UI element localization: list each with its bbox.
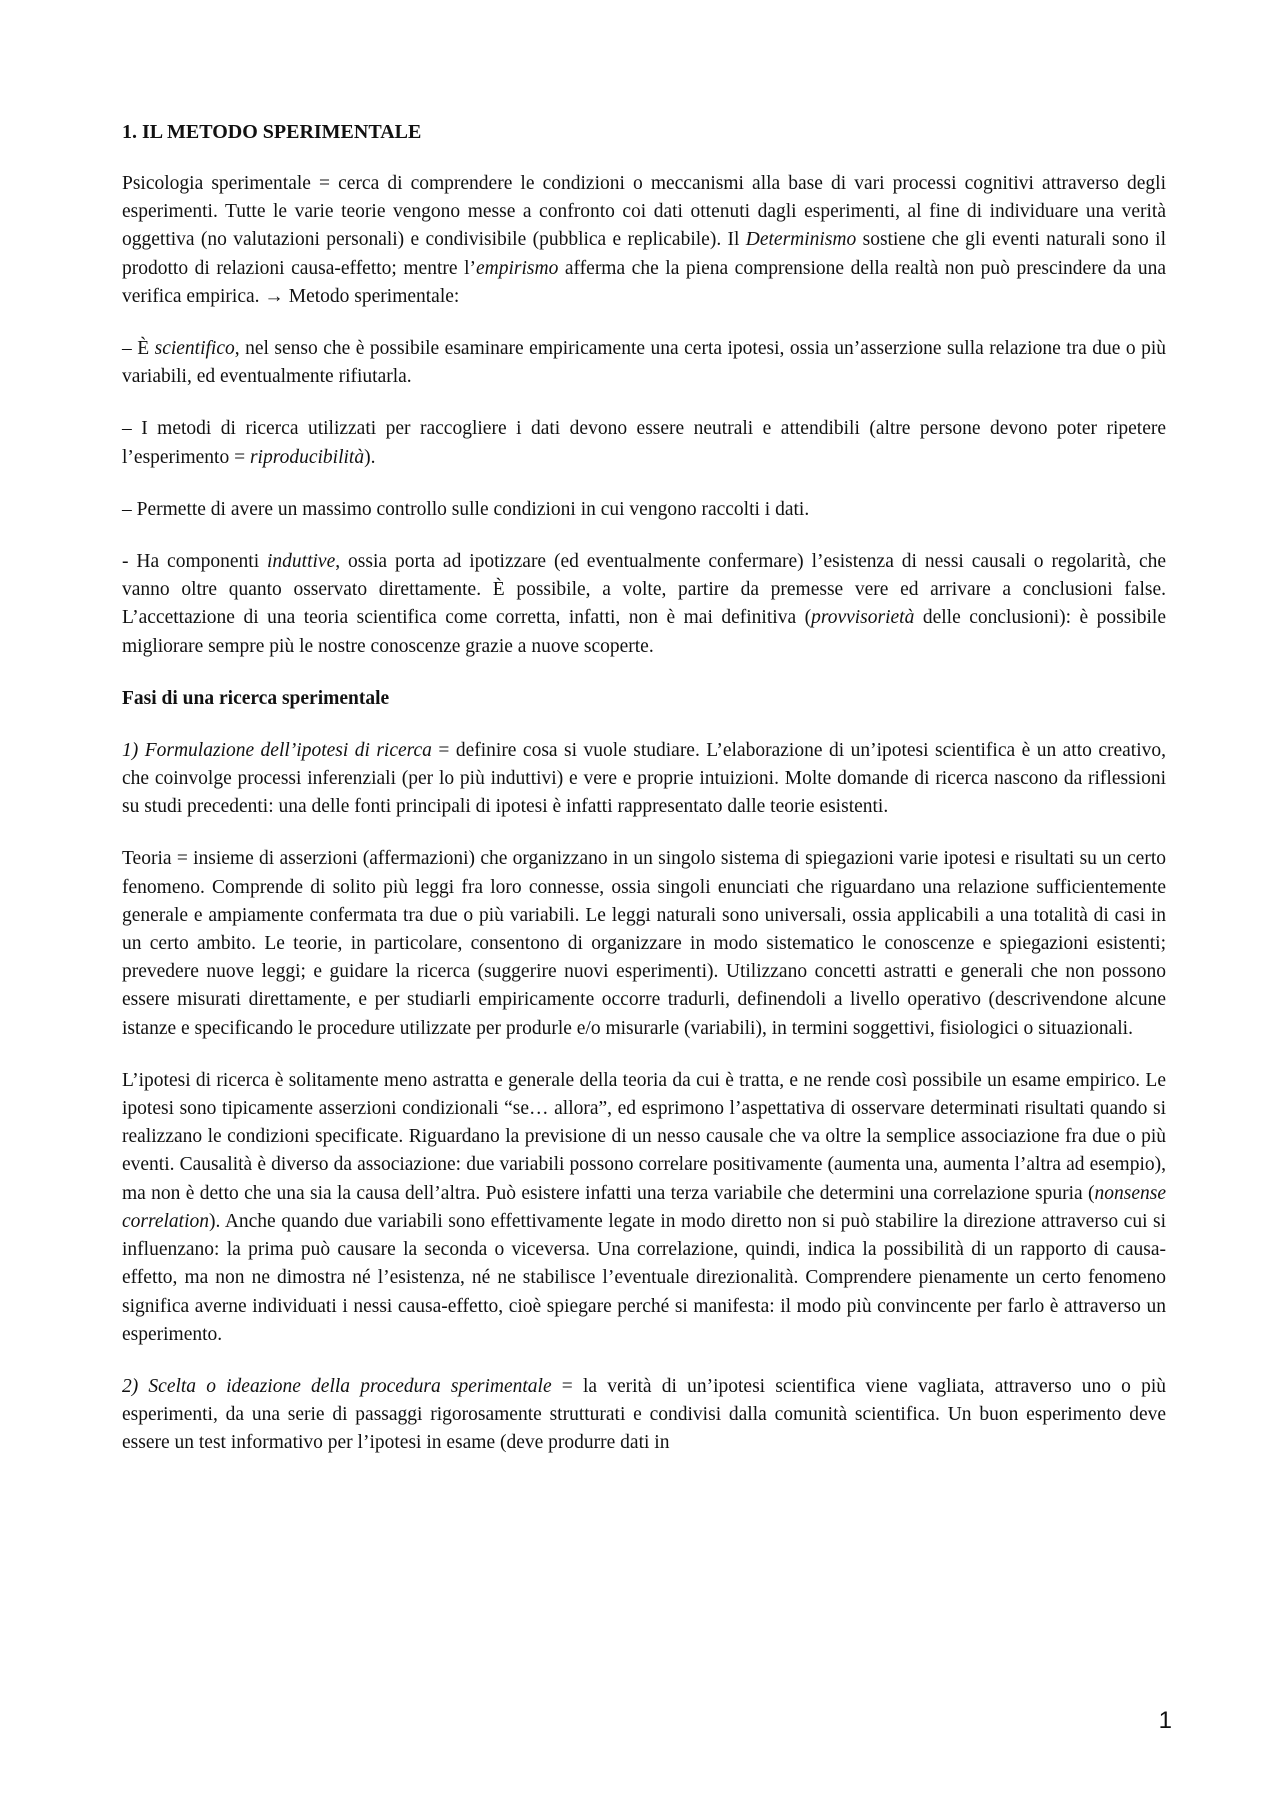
term-nonsense-correlation: nonsense correlation xyxy=(122,1182,1166,1232)
subsection-heading: Fasi di una ricerca sperimentale xyxy=(122,687,390,709)
text-run: sostiene che gli eventi naturali sono il prodotto di relazioni causa-effetto; mentre l’ xyxy=(122,229,1166,279)
paragraph-fase-1 xyxy=(122,737,1166,822)
paragraph-intro xyxy=(122,170,1166,311)
term-riproducibilita: riproducibilità xyxy=(249,446,365,468)
text-run: = la verità di un’ipotesi scientifica viene vagliata, attraverso uno o più esperimenti, da una serie di passaggi rigorosamente strutturati e condivisi dalla comunità scientifica. Un buon esperimento deve essere un test informativo per l’ipotesi in esame (deve produrre dati in xyxy=(122,1375,1167,1454)
paragraph-controllo: – Permette di avere un massimo controllo sulle condizioni in cui vengono raccolti i dati. xyxy=(122,498,810,520)
text-run: ). xyxy=(364,446,376,468)
text-run: – I metodi di ricerca utilizzati per raccogliere i dati devono essere neutrali e attendibili (altre persone devono poter ripetere l’esperimento = xyxy=(122,418,1166,468)
page-number: 1 xyxy=(1158,1707,1172,1734)
term-determinismo: Determinismo xyxy=(745,229,857,251)
text-run: - Ha componenti xyxy=(122,551,268,573)
term-induttive: induttive xyxy=(267,551,336,573)
paragraph-metodi xyxy=(122,415,1166,471)
paragraph-fase-2 xyxy=(122,1373,1166,1458)
paragraph-ipotesi xyxy=(122,1067,1166,1349)
phase-title: 2) Scelta o ideazione della procedura sperimentale xyxy=(122,1375,552,1397)
paragraph-induttive xyxy=(122,548,1166,661)
section-title: 1. IL METODO SPERIMENTALE xyxy=(122,121,422,143)
term-empirismo: empirismo xyxy=(475,257,559,279)
term-provvisorieta: provvisorietà xyxy=(811,607,915,629)
term-scientifico: scientifico xyxy=(154,338,235,360)
text-run: – È xyxy=(122,338,155,360)
text-run: = definire cosa si vuole studiare. L’elaborazione di un’ipotesi scientifica è un atto creativo, che coinvolge processi inferenziali (per lo più induttivi) e vere e proprie intuizioni. Molte domande di ricerca nascono da riflessioni su studi precedenti: una delle fonti principali di ipotesi è infatti rappresentato dalle teorie esistenti. xyxy=(122,739,1166,818)
paragraph-teoria: Teoria = insieme di asserzioni (affermazioni) che organizzano in un singolo sistema di spiegazioni varie ipotesi e risultati su un certo fenomeno. Comprende di solito più leggi fra loro connesse, ossia singoli enunciati che riguardano una relazione sufficientemente generale e ampiamente confermata tra due o più variabili. Le leggi naturali sono universali, ossia applicabili a una totalità di casi in un certo ambito. Le teorie, in particolare, consentono di organizzare in modo sistematico le conoscenze e spiegazioni esistenti; prevedere nuove leggi; e guidare la ricerca (suggerire nuovi esperimenti). Utilizzano concetti astratti e generali che non possono essere misurati direttamente, e per studiarli empiricamente occorre tradurli, definendoli a livello operativo (descrivendone alcune istanze e specificando le procedure utilizzate per produrle e/o misurarle (variabili), in termini soggettivi, fisiologici o situazionali. xyxy=(122,848,1166,1039)
text-run: L’ipotesi di ricerca è solitamente meno astratta e generale della teoria da cui è tratta, e ne rende così possibile un esame empirico. Le ipotesi sono tipicamente asserzioni condizionali “se… allora”, ed esprimono l’aspettativa di osservare determinati risultati quando si realizzano le condizioni specificate. Riguardano la previsione di un nesso causale che va oltre la semplice associazione fra due o più eventi. Causalità è diverso da associazione: due variabili possono correlare positivamente (aumenta una, aumenta l’altra ad esempio), ma non è detto che una sia la causa dell’altra. Può esistere infatti una terza variabile che determini una correlazione spuria ( xyxy=(122,1069,1166,1204)
text-run: , nel senso che è possibile esaminare empiricamente una certa ipotesi, ossia un’asserzione sulla relazione tra due o più variabili, ed eventualmente rifiutarla. xyxy=(122,338,1166,388)
phase-title: 1) Formulazione dell’ipotesi di ricerca xyxy=(122,739,432,761)
text-run: ). Anche quando due variabili sono effettivamente legate in modo diretto non si può stabilire la direzione attraverso cui si influenzano: la prima può causare la seconda o viceversa. Una correlazione, quindi, indica la possibilità di un rapporto di causa-effetto, ma non ne dimostra né l’esistenza, né ne stabilisce l’eventuale direzionalità. Comprendere pienamente un certo fenomeno significa averne individuati i nessi causa-effetto, cioè spiegare perché si manifesta: il modo più convincente per farlo è attraverso un esperimento. xyxy=(122,1210,1166,1345)
text-run: afferma che la piena comprensione della realtà non può prescindere da una verifica empirica. → Metodo sperimentale: xyxy=(122,257,1166,307)
document-page xyxy=(122,118,1166,1482)
text-run: delle conclusioni): è possibile migliorare sempre più le nostre conoscenze grazie a nuove scoperte. xyxy=(122,607,1166,657)
paragraph-scientifico xyxy=(122,335,1166,391)
text-run: Psicologia sperimentale = cerca di comprendere le condizioni o meccanismi alla base di vari processi cognitivi attraverso degli esperimenti. Tutte le varie teorie vengono messe a confronto coi dati ottenuti dagli esperimenti, al fine di individuare una verità oggettiva (no valutazioni personali) e condivisibile (pubblica e replicabile). Il xyxy=(122,173,1166,251)
text-run: , ossia porta ad ipotizzare (ed eventualmente confermare) l’esistenza di nessi causali o regolarità, che vanno oltre quanto osservato direttamente. È possibile, a volte, partire da premesse vere ed arrivare a conclusioni false. L’accettazione di una teoria scientifica come corretta, infatti, non è mai definitiva ( xyxy=(122,551,1166,629)
